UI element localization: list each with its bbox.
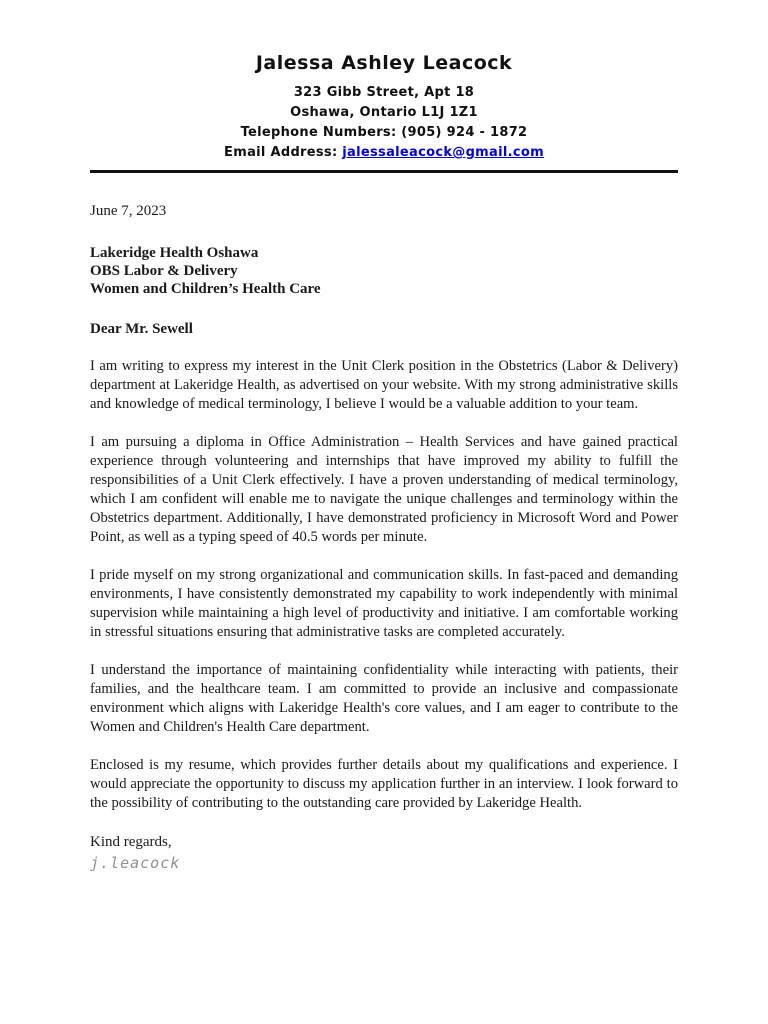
sender-address-line2: Oshawa, Ontario L1J 1Z1: [290, 105, 478, 120]
phone-label: Telephone Numbers:: [240, 125, 397, 140]
sender-address-line1: 323 Gibb Street, Apt 18: [293, 85, 475, 100]
sender-name: Jalessa Ashley Leacock: [255, 52, 513, 74]
paragraph-interest: I am writing to express my interest in the Unit Clerk position in the Obstetrics (Labor & Delivery) department at Lakeridge Health, as advertised on your website. With my strong administrative skills and knowledge of medical terminology, I believe I would be a valuable addition to your team.: [90, 358, 678, 412]
paragraph-education-skills: I am pursuing a diploma in Office Administration – Health Services and have gained practical experience through volunteering and internships that have improved my ability to fulfill the responsibilities of a Unit Clerk effectively. I have a proven understanding of medical terminology, which I am confident will enable me to navigate the unique challenges and terminology within the Obstetrics department. Additionally, I have demonstrated proficiency in Microsoft Word and Power Point, as well as a typing speed of 40.5 words per minute.: [90, 434, 678, 545]
closing-phrase: Kind regards,: [90, 834, 172, 850]
paragraph-confidentiality: I understand the importance of maintaining confidentiality while interacting with patients, their families, and the healthcare team. I am committed to provide an inclusive and compassionate environment which aligns with Lakeridge Health's core values, and I am eager to contribute to the Women and Children's Health Care department.: [90, 662, 678, 735]
letterhead-divider-rule: [90, 170, 678, 173]
email-link[interactable]: jalessaleacock@gmail.com: [342, 145, 544, 160]
letter-date: June 7, 2023: [90, 203, 167, 219]
salutation: Dear Mr. Sewell: [90, 321, 193, 337]
phone-value: (905) 924 - 1872: [401, 125, 528, 140]
recipient-block: [90, 244, 678, 298]
sender-email-line: [90, 143, 678, 163]
paragraph-resume-enclosed: Enclosed is my resume, which provides further details about my qualifications and experience. I would appreciate the opportunity to discuss my application further in an interview. I look forward to the possibility of contributing to the outstanding care provided by Lakeridge Health.: [90, 757, 678, 811]
paragraph-work-style: I pride myself on my strong organizational and communication skills. In fast-paced and demanding environments, I have consistently demonstrated my capability to work independently with minimal supervision while maintaining a high level of productivity and initiative. I am comfortable working in stressful situations ensuring that administrative tasks are completed accurately.: [90, 567, 678, 640]
recipient-line-3: Women and Children’s Health Care: [90, 281, 321, 297]
letterhead: [90, 52, 678, 163]
recipient-line-2: OBS Labor & Delivery: [90, 263, 238, 279]
recipient-line-1: Lakeridge Health Oshawa: [90, 245, 259, 261]
handwritten-signature: j.leacock: [90, 854, 181, 872]
email-label: Email Address:: [224, 145, 338, 160]
sender-phone-line: [90, 123, 678, 143]
